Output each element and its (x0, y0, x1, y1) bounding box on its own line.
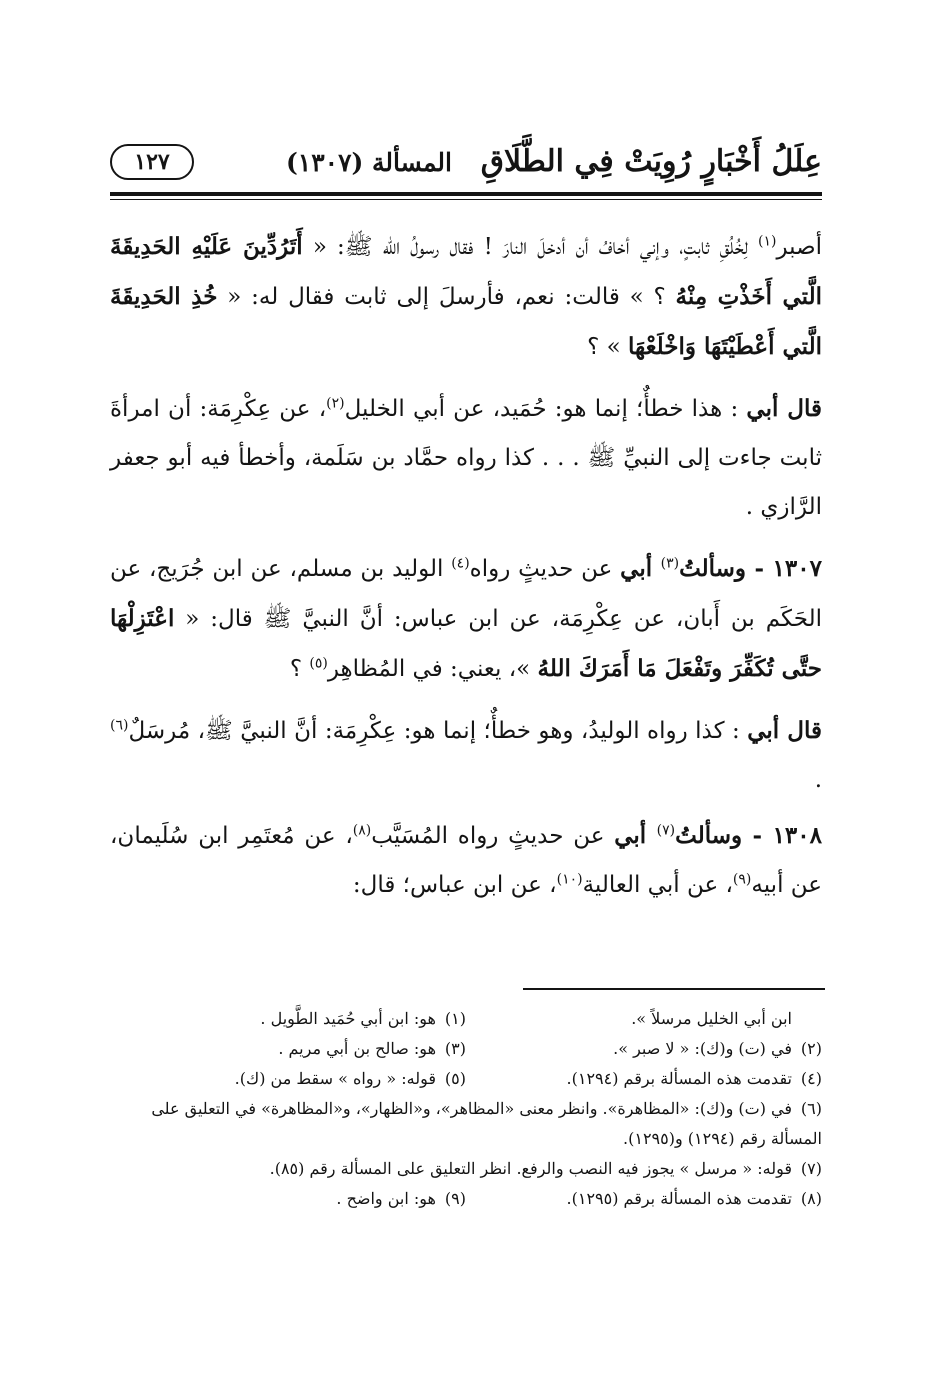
footnote-row (110, 1064, 822, 1094)
footnote-ref-9[interactable]: (٩) (732, 871, 752, 888)
page-number-badge: ١٢٧ (110, 144, 194, 180)
footnote-ref-2[interactable]: (٢) (326, 395, 345, 412)
book-title: عِلَلُ أَخْبَارٍ رُوِيَتْ فِي الطَّلَاقِ (480, 144, 822, 179)
issue-lead: ١٣٠٨ - وسألتُ (675, 822, 822, 849)
prophetic-quote: أَتَرُدِّينَ عَلَيْهِ الحَدِيقَةَ الَّتي أَخَذْتِ مِنْهُ (110, 233, 822, 310)
issue-label: المسألة (١٣٠٧) (285, 148, 452, 177)
prophetic-quote: اعْتَزِلْهَا حتَّى تُكَفِّرَ وتَفْعَلَ مَا أَمَرَكَ اللهُ (110, 605, 822, 682)
footnote-row (110, 1034, 822, 1064)
footnote-1: (١)هو: ابن أبي حُمَيد الطَّويل . (260, 1009, 466, 1028)
paragraph-issue-1307: ١٣٠٧ - وسألتُ$^{(٣)}$ أبي عن حديثٍ رواه$^{(٤)}$ الوليد بن مسلم، عن ابن جُرَيج، عن الحَكَم بن أَبان، عن عِكْرِمَة، عن ابن عباس: أنَّ النبيَّ ﷺ قال: « اعْتَزِلْهَا حتَّى تُكَفِّرَ وتَفْعَلَ مَا أَمَرَكَ اللهُ »، يعني: في المُظاهِر$^{(٥)}$ ؟ (110, 555, 822, 682)
header-rule-thick (110, 192, 822, 196)
footnote-7: (٧)قوله: « مرسل » يجوز فيه النصب والرفع. انظر التعليق على المسألة رقم (٨٥). (269, 1159, 822, 1178)
main-text (110, 222, 822, 922)
footnote-ref-3[interactable]: (٣) (660, 555, 680, 572)
paragraph-abi-answer-2: قال أبي : كذا رواه الوليدُ، وهو خطأٌ؛ إنما هو: عِكْرِمَة: أنَّ النبيَّ ﷺ، مُرسَلٌ$^{(٦)}$ . (110, 717, 822, 793)
footnote-ref-10[interactable]: (١٠) (556, 871, 583, 888)
footnote-continuation: ابن أبي الخليل مرسلاً ». (631, 1009, 792, 1028)
footnote-6: (٦)في (ت) و(ك): «المظاهرة». وانظر معنى «المظاهر»، و«الظهار»، و«المظاهرة» في التعليق على المسألة رقم (١٢٩٤) و(١٢٩٥). (151, 1099, 822, 1148)
paragraph-issue-1308: ١٣٠٨ - وسألتُ$^{(٧)}$ أبي عن حديثٍ رواه المُسَيَّب$^{(٨)}$، عن مُعتَمِر ابن سُلَيمان، عن أبيه$^{(٩)}$، عن أبي العالية$^{(١٠)}$، عن ابن عباس؛ قال: (110, 822, 822, 898)
footnote-row (110, 1184, 822, 1214)
footnote-9: (٩)هو: ابن واضح . (336, 1189, 466, 1208)
footnote-separator (523, 988, 825, 990)
footnote-ref-8[interactable]: (٨) (352, 822, 372, 839)
footnote-4: (٤)تقدمت هذه المسألة برقم (١٢٩٤). (566, 1069, 822, 1088)
footnote-ref-1[interactable]: (١) (757, 233, 777, 250)
footnote-ref-4[interactable]: (٤) (451, 555, 470, 572)
answer-lead: قال أبي (746, 395, 822, 422)
footnote-5: (٥)قوله: « رواه » سقط من (ك). (234, 1069, 466, 1088)
paragraph-hadith-continuation: أصبر$^{(١)}$ لِخُلُقِ ثابتٍ، وإني أخافُ أن أدخلَ النارَ ! فقال رسولُ الله ﷺ: « أَتَرُدِّينَ عَلَيْهِ الحَدِيقَةَ الَّتي أَخَذْتِ مِنْهُ ؟ » قالت: نعم، فأرسلَ إلى ثابت فقال له: « خُذِ الحَدِيقَةَ الَّتي أَعْطَيْتَهَا وَاخْلَعْهَا » ؟ (110, 233, 822, 360)
footnote-3: (٣)هو: صالح بن أبي مريم . (278, 1039, 466, 1058)
header-rule-thin (110, 199, 822, 200)
footnote-8: (٨)تقدمت هذه المسألة برقم (١٢٩٥). (566, 1189, 822, 1208)
issue-lead: ١٣٠٧ - وسألتُ (679, 555, 822, 582)
footnote-2: (٢)في (ت) و(ك): « لا صبر ». (613, 1039, 822, 1058)
paragraph-abi-answer-1: قال أبي : هذا خطأٌ؛ إنما هو: حُمَيد، عن أبي الخليل$^{(٢)}$، عن عِكْرِمَة: أن امرأةَ ثابت جاءت إلى النبيِّ ﷺ . . . كذا رواه حمَّاد بن سَلَمة، وأخطأ فيه أبو جعفر الرَّازي . (110, 395, 822, 520)
prophetic-quote: خُذِ الحَدِيقَةَ الَّتي أَعْطَيْتَهَا وَاخْلَعْهَا (110, 283, 822, 360)
footnote-ref-5[interactable]: (٥) (309, 655, 328, 672)
footnote-row (110, 1004, 822, 1034)
footnote-ref-7[interactable]: (٧) (656, 822, 676, 839)
running-header (110, 140, 822, 186)
answer-lead: قال أبي (747, 717, 822, 744)
footnote-ref-6[interactable]: (٦) (110, 717, 129, 734)
footnotes (110, 1004, 822, 1214)
